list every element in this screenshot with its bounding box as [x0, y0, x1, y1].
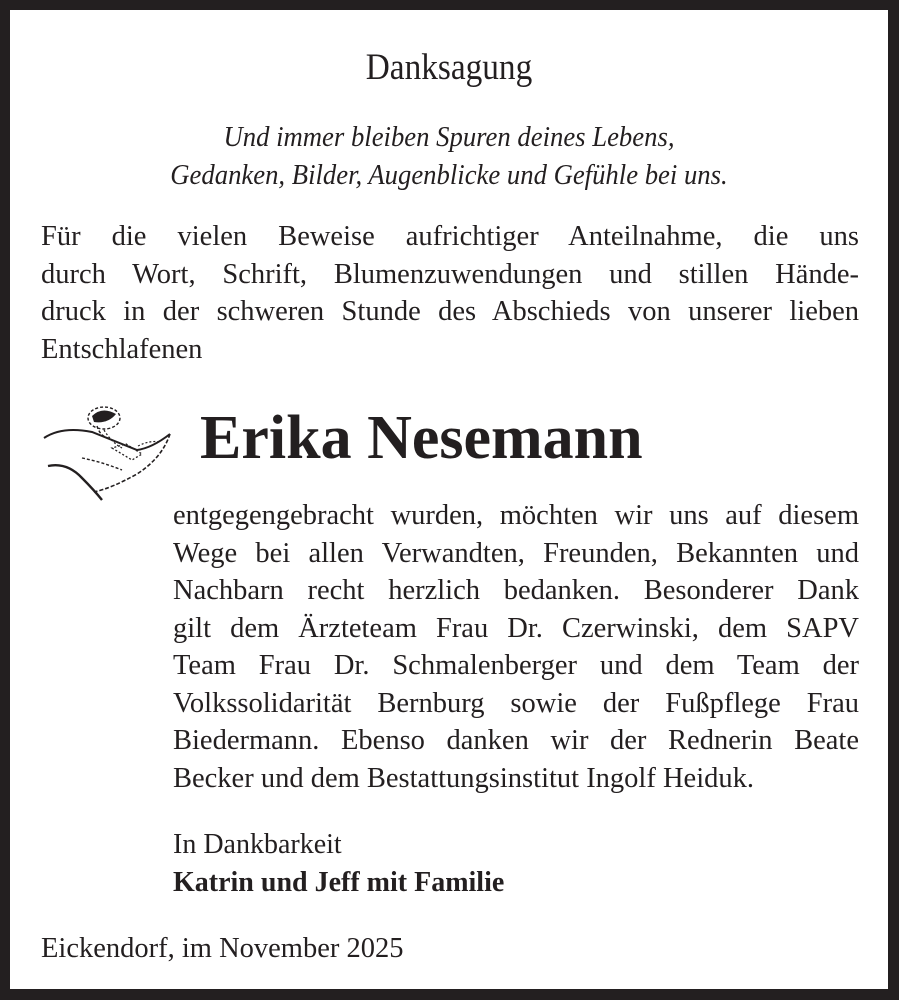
signature-intro: In Dankbarkeit	[173, 829, 342, 860]
motto-line: Gedanken, Bilder, Augenblicke und Gefühle bei uns.	[170, 159, 728, 191]
thanks-line: entgegengebracht wurden, möchten wir uns auf diesem	[173, 500, 859, 531]
hand-with-rose-icon	[42, 388, 182, 508]
thanks-line: Volkssolidarität Bernburg sowie der Fußpflege Frau	[173, 687, 859, 719]
deceased-name: Erika Nesemann	[200, 404, 643, 472]
obituary-notice-panel	[10, 10, 888, 989]
thanks-line: Wege bei allen Verwandten, Freunden, Bekannten und	[173, 537, 859, 569]
place-and-date: Eickendorf, im November 2025	[41, 933, 404, 964]
motto-quote	[45, 118, 853, 194]
intro-paragraph	[41, 218, 859, 368]
signature-names: Katrin und Jeff mit Familie	[173, 867, 505, 898]
notice-title: Danksagung	[365, 47, 533, 88]
intro-line: druck in der schweren Stunde des Abschieds von unserer lieben	[41, 296, 859, 327]
thanks-line: Biedermann. Ebenso danken wir der Rednerin Beate	[173, 725, 859, 756]
thanks-line: gilt dem Ärzteteam Frau Dr. Czerwinski, dem SAPV	[173, 612, 859, 644]
intro-line: Entschlafenen	[41, 333, 203, 365]
thanks-line: Team Frau Dr. Schmalenberger und dem Team der	[173, 650, 859, 681]
thanks-line: Becker und dem Bestattungsinstitut Ingolf Heiduk.	[173, 762, 754, 794]
intro-line: Für die vielen Beweise aufrichtiger Anteilnahme, die uns	[41, 221, 859, 252]
motto-line: Und immer bleiben Spuren deines Lebens,	[223, 121, 675, 153]
thanks-paragraph	[173, 497, 859, 797]
intro-line: durch Wort, Schrift, Blumenzuwendungen und stillen Hände-	[41, 258, 859, 290]
thanks-line: Nachbarn recht herzlich bedanken. Besonderer Dank	[173, 575, 859, 606]
